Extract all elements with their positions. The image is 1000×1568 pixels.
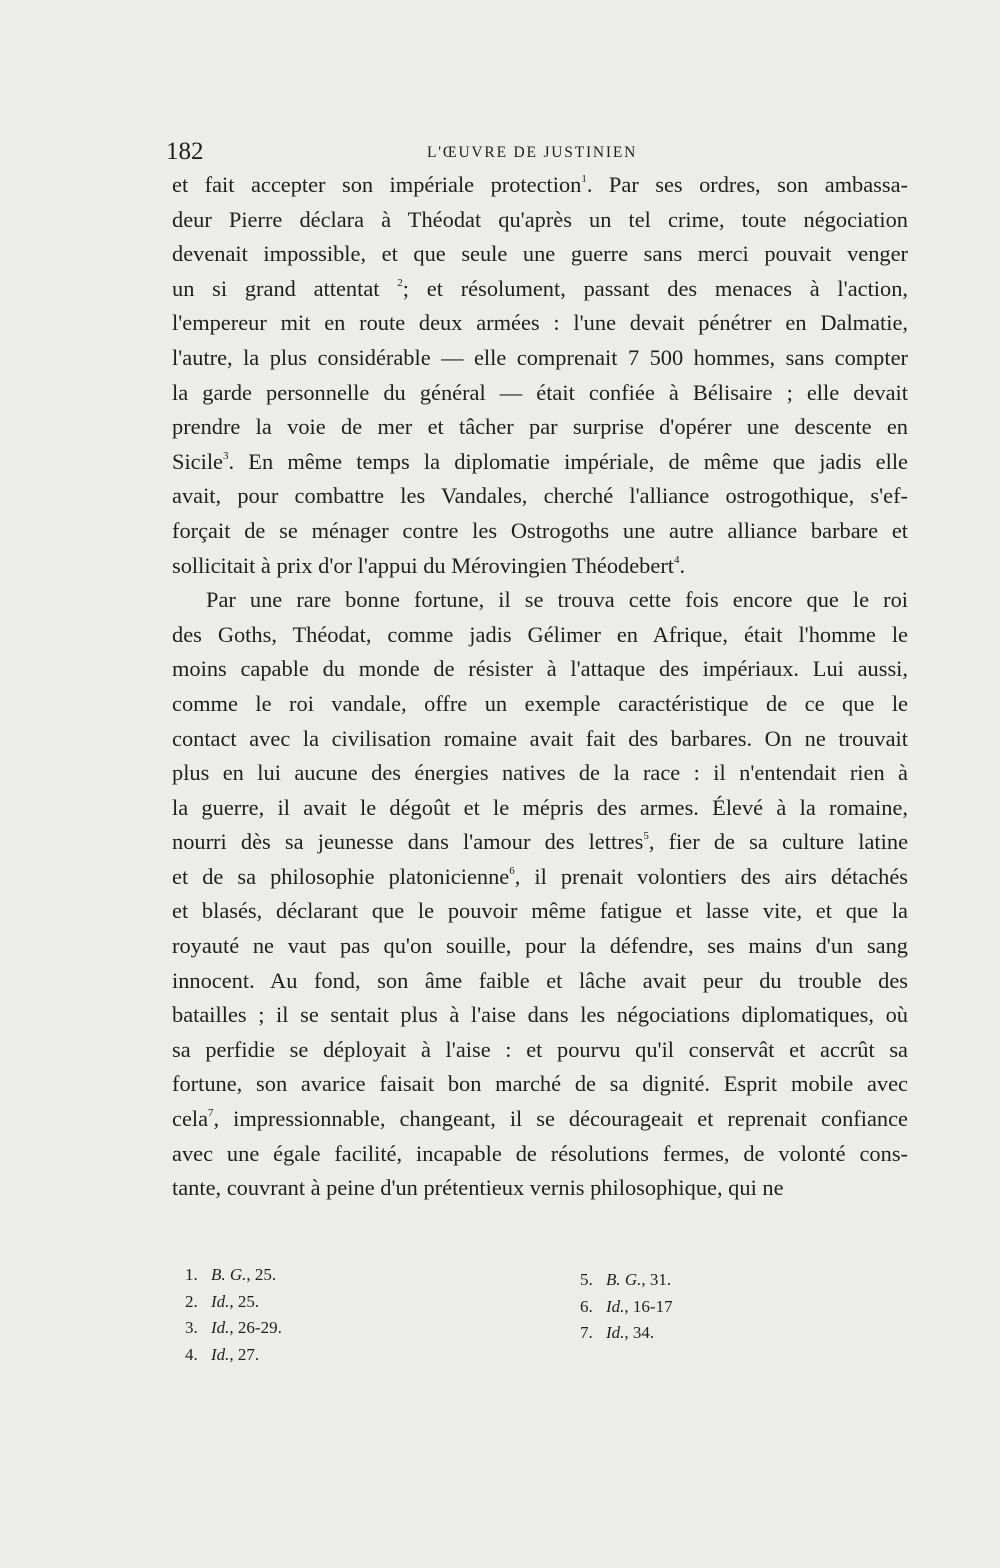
text-line	[172, 1137, 908, 1172]
footnote-marker: 3	[223, 449, 229, 462]
text-line	[172, 549, 908, 584]
text-line	[172, 514, 908, 549]
text-line	[172, 618, 908, 653]
footnote-num: 1.	[185, 1265, 198, 1284]
line-text: l'autre, la plus considérable — elle comprenait 7 500 hommes, sans compter	[172, 344, 908, 370]
text-line	[172, 168, 908, 203]
footnote-num: 6.	[580, 1296, 593, 1316]
line-text: et blasés, déclarant que le pouvoir même fatigue et lasse vite, et que la	[172, 898, 908, 924]
line-text: un si grand attentat	[172, 275, 398, 301]
footnote-num: 5.	[580, 1270, 593, 1289]
text-line	[172, 1171, 908, 1206]
line-text: Sicile	[172, 448, 223, 474]
line-text: tante, couvrant à peine d'un prétentieux vernis philosophique, qui ne	[172, 1175, 784, 1201]
footnote	[185, 1289, 282, 1316]
footnote-marker: 2	[397, 276, 403, 289]
text-line	[172, 998, 908, 1033]
line-text: plus en lui aucune des énergies natives de la race : il n'entendait rien à	[172, 760, 908, 786]
footnote-ref: Id.	[606, 1323, 625, 1342]
footnote-ref: B. G.	[211, 1265, 247, 1284]
text-line	[172, 341, 908, 376]
line-text-continued: , fier de sa culture latine	[648, 829, 909, 855]
footnote-marker: 5	[643, 830, 649, 843]
text-line	[172, 791, 908, 826]
text-line	[172, 722, 908, 757]
line-text: prendre la voie de mer et tâcher par surprise d'opérer une descente en	[172, 414, 908, 440]
footnote-marker: 7	[208, 1107, 214, 1120]
line-text: moins capable du monde de résister à l'attaque des impériaux. Lui aussi,	[172, 656, 908, 682]
text-line	[172, 445, 908, 480]
line-text: royauté ne vaut pas qu'on souille, pour la défendre, ses mains d'un sang	[172, 933, 908, 959]
footnote-num: 7.	[580, 1323, 593, 1342]
footnote	[580, 1320, 673, 1347]
text-line	[172, 687, 908, 722]
line-text-continued: , il prenait volontiers des airs détachés	[514, 863, 908, 889]
text-line	[172, 652, 908, 687]
footnote	[185, 1315, 282, 1342]
footnote-loc: , 34.	[624, 1323, 655, 1342]
text-line	[172, 825, 908, 860]
footnote-ref: Id.	[606, 1296, 625, 1316]
line-text: avait, pour combattre les Vandales, cherché l'alliance ostrogothique, s'ef-	[172, 483, 908, 509]
line-text: et de sa philosophie platonicienne	[172, 863, 510, 889]
footnote-loc: , 27.	[229, 1344, 260, 1364]
line-text: deur Pierre déclara à Théodat qu'après un tel crime, toute négociation	[172, 206, 908, 232]
text-line	[172, 860, 908, 895]
running-title: L'ŒUVRE DE JUSTINIEN	[427, 144, 638, 161]
footnote-num: 4.	[185, 1344, 198, 1364]
text-line	[172, 479, 908, 514]
text-line	[172, 964, 908, 999]
line-text: forçait de se ménager contre les Ostrogoths une autre alliance barbare et	[172, 517, 908, 543]
line-text: devenait impossible, et que seule une guerre sans merci pouvait venger	[172, 241, 908, 267]
footnotes-left-column	[185, 1262, 282, 1368]
text-line	[172, 1067, 908, 1102]
footnote-loc: , 25.	[229, 1291, 260, 1311]
footnote-loc: , 31.	[641, 1270, 672, 1289]
footnote-ref: Id.	[211, 1344, 230, 1364]
page	[166, 138, 909, 1206]
text-line	[172, 756, 908, 791]
footnote-loc: , 16-17	[624, 1296, 673, 1316]
line-text: sollicitait à prix d'or l'appui du Mérovingien Théodebert	[172, 552, 674, 578]
line-text: contact avec la civilisation romaine avait fait des barbares. On ne trouvait	[172, 725, 908, 751]
paragraph-2	[172, 583, 908, 1206]
footnote-marker: 4	[674, 553, 680, 566]
text-line	[172, 583, 908, 618]
line-text: sa perfidie se déployait à l'aise : et pourvu qu'il conservât et accrût sa	[172, 1036, 908, 1062]
text-line	[172, 306, 908, 341]
text-line	[172, 894, 908, 929]
line-text: Par une rare bonne fortune, il se trouva cette fois encore que le roi	[206, 587, 908, 613]
line-text: et fait accepter son impériale protection	[172, 172, 582, 197]
line-text: comme le roi vandale, offre un exemple caractéristique de ce que le	[172, 690, 908, 716]
line-text-continued: ; et résolument, passant des menaces à l'action,	[402, 275, 908, 301]
footnote	[185, 1262, 282, 1289]
line-text: avec une égale facilité, incapable de résolutions fermes, de volonté cons-	[172, 1140, 908, 1166]
paragraph-1	[172, 168, 908, 583]
line-text: fortune, son avarice faisait bon marché de sa dignité. Esprit mobile avec	[172, 1071, 908, 1097]
text-line	[172, 1102, 908, 1137]
line-text: nourri dès sa jeunesse dans l'amour des lettres	[172, 829, 644, 855]
footnote	[185, 1342, 282, 1369]
line-text-continued: . Par ses ordres, son ambassa-	[586, 172, 908, 197]
footnote	[580, 1294, 673, 1321]
page-number: 182	[166, 138, 204, 165]
footnote-marker: 1	[581, 173, 587, 185]
footnote	[580, 1267, 673, 1294]
footnote-loc: , 25.	[246, 1265, 277, 1284]
line-text-continued: . En même temps la diplomatie impériale, de même que jadis elle	[228, 448, 908, 474]
line-text: innocent. Au fond, son âme faible et lâche avait peur du trouble des	[172, 967, 908, 993]
footnote-num: 3.	[185, 1318, 198, 1337]
footnote-ref: Id.	[211, 1318, 230, 1337]
footnote-num: 2.	[185, 1291, 198, 1311]
line-text-continued: .	[679, 552, 686, 578]
footnotes-right-column	[580, 1267, 673, 1347]
text-line	[172, 410, 908, 445]
line-text: cela	[172, 1106, 209, 1132]
line-text: des Goths, Théodat, comme jadis Gélimer en Afrique, était l'homme le	[172, 621, 908, 647]
text-line	[172, 272, 908, 307]
line-text-continued: , impressionnable, changeant, il se décourageait et reprenait confiance	[213, 1106, 908, 1132]
line-text: batailles ; il se sentait plus à l'aise dans les négociations diplomatiques, où	[172, 1002, 908, 1028]
text-line	[172, 1033, 908, 1068]
footnote-ref: B. G.	[606, 1270, 642, 1289]
page-header	[166, 138, 908, 168]
footnote-ref: Id.	[211, 1291, 230, 1311]
body-text	[172, 168, 908, 1206]
text-line	[172, 203, 908, 238]
line-text: l'empereur mit en route deux armées : l'une devait pénétrer en Dalmatie,	[172, 310, 908, 336]
text-line	[172, 929, 908, 964]
footnote-loc: , 26-29.	[229, 1318, 282, 1337]
footnote-marker: 6	[509, 864, 515, 877]
text-line	[172, 237, 908, 272]
text-line	[172, 376, 908, 411]
line-text: la garde personnelle du général — était confiée à Bélisaire ; elle devait	[172, 379, 908, 405]
line-text: la guerre, il avait le dégoût et le mépris des armes. Élevé à la romaine,	[172, 794, 908, 820]
